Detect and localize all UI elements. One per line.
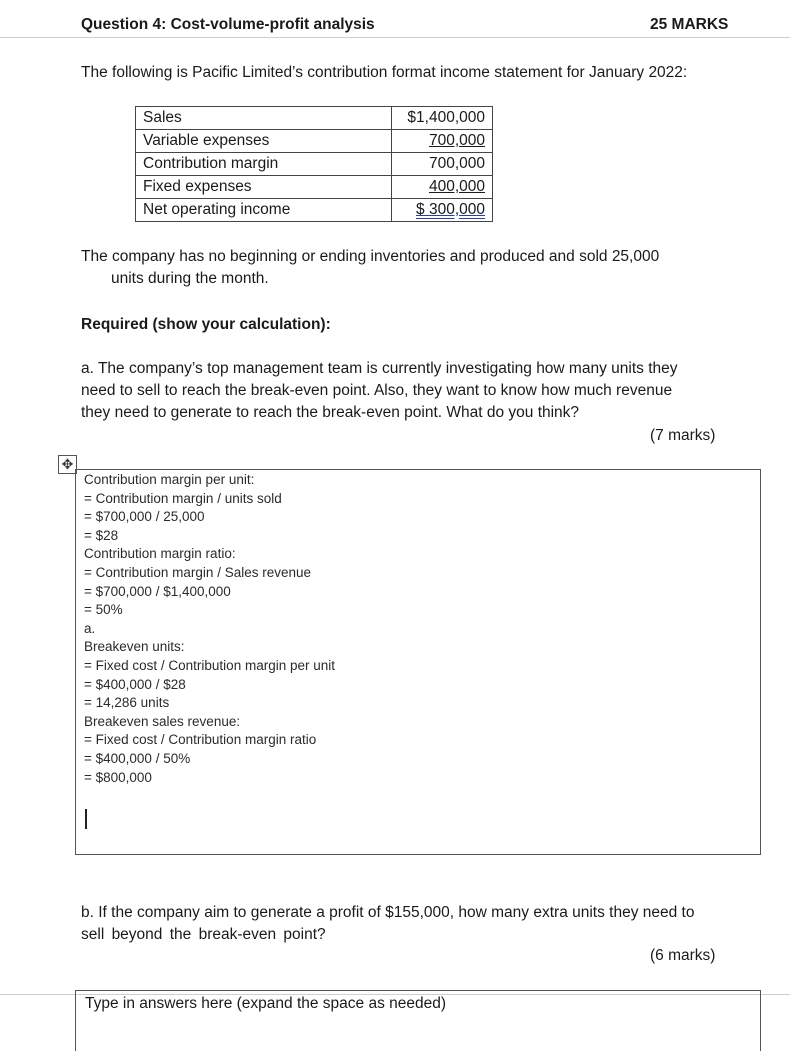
answer-line: Breakeven sales revenue:: [84, 713, 241, 729]
row-value: 700,000: [428, 132, 485, 149]
row-value: 400,000: [428, 178, 485, 195]
part-a-line-2: need to sell to reach the break-even point. Also, they want to know how much revenue: [81, 382, 673, 399]
answer-line: = $700,000 / $1,400,000: [84, 583, 231, 599]
answer-line: Contribution margin ratio:: [84, 546, 236, 562]
answer-line: = $400,000 / $28: [84, 676, 186, 692]
header-divider: [0, 37, 790, 38]
context-line-2: units during the month.: [111, 270, 269, 287]
row-value: $ 300,000: [416, 201, 485, 218]
answer-b-textbox[interactable]: [75, 990, 761, 1051]
answer-line: = $800,000: [84, 769, 152, 785]
part-a-line-1: a. The company’s top management team is currently investigating how many units they: [81, 360, 678, 377]
part-b-line-1: b. If the company aim to generate a profit of $155,000, how many extra units they need to: [81, 904, 695, 921]
answer-line: = $700,000 / 25,000: [84, 509, 205, 525]
table-row: [136, 153, 493, 176]
row-value: $1,400,000: [392, 107, 493, 130]
answer-line: = Fixed cost / Contribution margin ratio: [84, 732, 317, 748]
context-line-1: The company has no beginning or ending inventories and produced and sold 25,000: [81, 248, 660, 265]
answer-line: = $28: [84, 527, 119, 543]
answer-line: Contribution margin per unit:: [84, 472, 255, 487]
row-label: Sales: [136, 107, 392, 130]
answer-line: = Contribution margin / Sales revenue: [84, 564, 312, 580]
part-b-marks: (6 marks): [650, 947, 716, 964]
answer-line: = $400,000 / 50%: [84, 750, 191, 766]
table-row: [136, 107, 493, 130]
answer-line: Breakeven units:: [84, 639, 185, 655]
part-a-line-3: they need to generate to reach the break-even point. What do you think?: [81, 404, 580, 421]
intro-text: The following is Pacific Limited’s contribution format income statement for January 2022:: [81, 64, 688, 81]
row-label: Variable expenses: [136, 130, 392, 153]
answer-line: = 50%: [84, 602, 123, 618]
answer-b-placeholder: Type in answers here (expand the space as needed): [85, 995, 447, 1012]
question-marks: 25 MARKS: [650, 16, 729, 33]
row-label: Contribution margin: [136, 153, 392, 176]
answer-line: = 14,286 units: [84, 695, 170, 711]
table-row: [136, 130, 493, 153]
row-value: 700,000: [392, 153, 493, 176]
part-b-line-2: sell beyond the break-even point?: [81, 926, 326, 943]
answer-line: a.: [84, 620, 96, 636]
row-label: Net operating income: [136, 199, 392, 222]
income-statement-table: [135, 106, 493, 222]
part-a-marks: (7 marks): [650, 427, 716, 444]
text-cursor: [85, 809, 87, 829]
answer-a-content: [84, 471, 335, 787]
row-label: Fixed expenses: [136, 176, 392, 199]
move-handle-icon[interactable]: ✥: [58, 455, 77, 474]
question-title: Question 4: Cost-volume-profit analysis: [81, 16, 375, 33]
required-heading: Required (show your calculation):: [81, 316, 331, 333]
answer-line: = Fixed cost / Contribution margin per unit: [84, 657, 335, 673]
table-row: [136, 176, 493, 199]
table-row: [136, 199, 493, 222]
answer-a-textbox[interactable]: [75, 469, 761, 855]
answer-line: = Contribution margin / units sold: [84, 490, 282, 506]
